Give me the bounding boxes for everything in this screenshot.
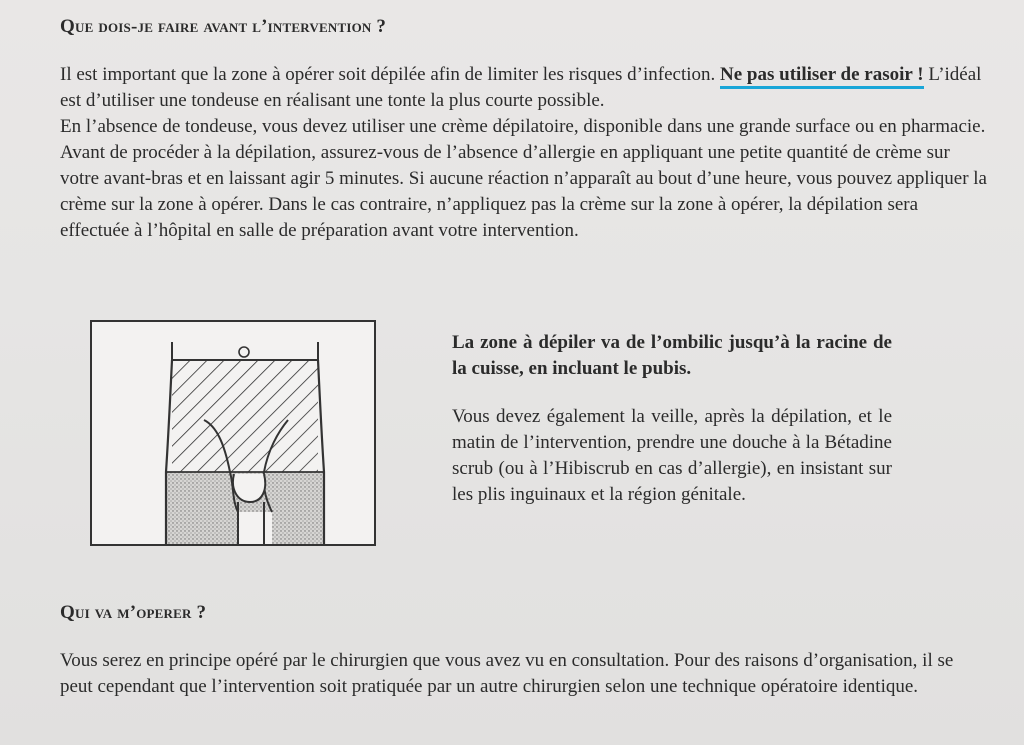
body-zone-diagram-icon (90, 320, 376, 546)
depilation-paragraph: En l’absence de tondeuse, vous devez utiliser une crème dépilatoire, disponible dans une grande surface ou en pharmacie. Avant de procéder à la dépilation, assurez-vous de l’absence d’allergie en appliquant une petite quantité de crème sur votre avant-bras et en laissant agir 5 minutes. Si aucune réaction n’apparaît au bout d’une heure, vous pouvez appliquer la crème sur la zone à opérer. Dans le cas contraire, n’appliquez pas la crème sur la zone à opérer, la dépilation sera effectuée à l’hôpital en salle de préparation avant votre intervention. (60, 116, 987, 241)
highlighted-warning: Ne pas utiliser de rasoir ! (720, 64, 924, 89)
shower-instructions: Vous devez également la veille, après la dépilation, et le matin de l’intervention, prendre une douche à la Bétadine scrub (ou à l’Hibiscrub en cas d’allergie), en insistant sur les plis inguinaux et la région génitale. (452, 406, 892, 505)
zone-description: La zone à dépiler va de l’ombilic jusqu’à la racine de la cuisse, en incluant le pubis. (452, 332, 892, 379)
intro-text-start: Il est important que la zone à opérer soit dépilée afin de limiter les risques d’infection. (60, 64, 721, 85)
intro-paragraph (60, 62, 990, 244)
surgeon-paragraph: Vous serez en principe opéré par le chirurgien que vous avez vu en consultation. Pour des raisons d’organisation, il se peut cependant que l’intervention soit pratiquée par un autre chirurgien selon une technique opératoire identique. (60, 650, 954, 697)
intro-text-rest: L’idéal est d’utiliser une tondeuse en réalisant une tonte la plus courte possible. (60, 64, 982, 111)
section-heading-before-surgery: Que dois-je faire avant l’intervention ? (60, 16, 387, 37)
section-heading-surgeon: Qui va m’operer ? (60, 602, 207, 623)
